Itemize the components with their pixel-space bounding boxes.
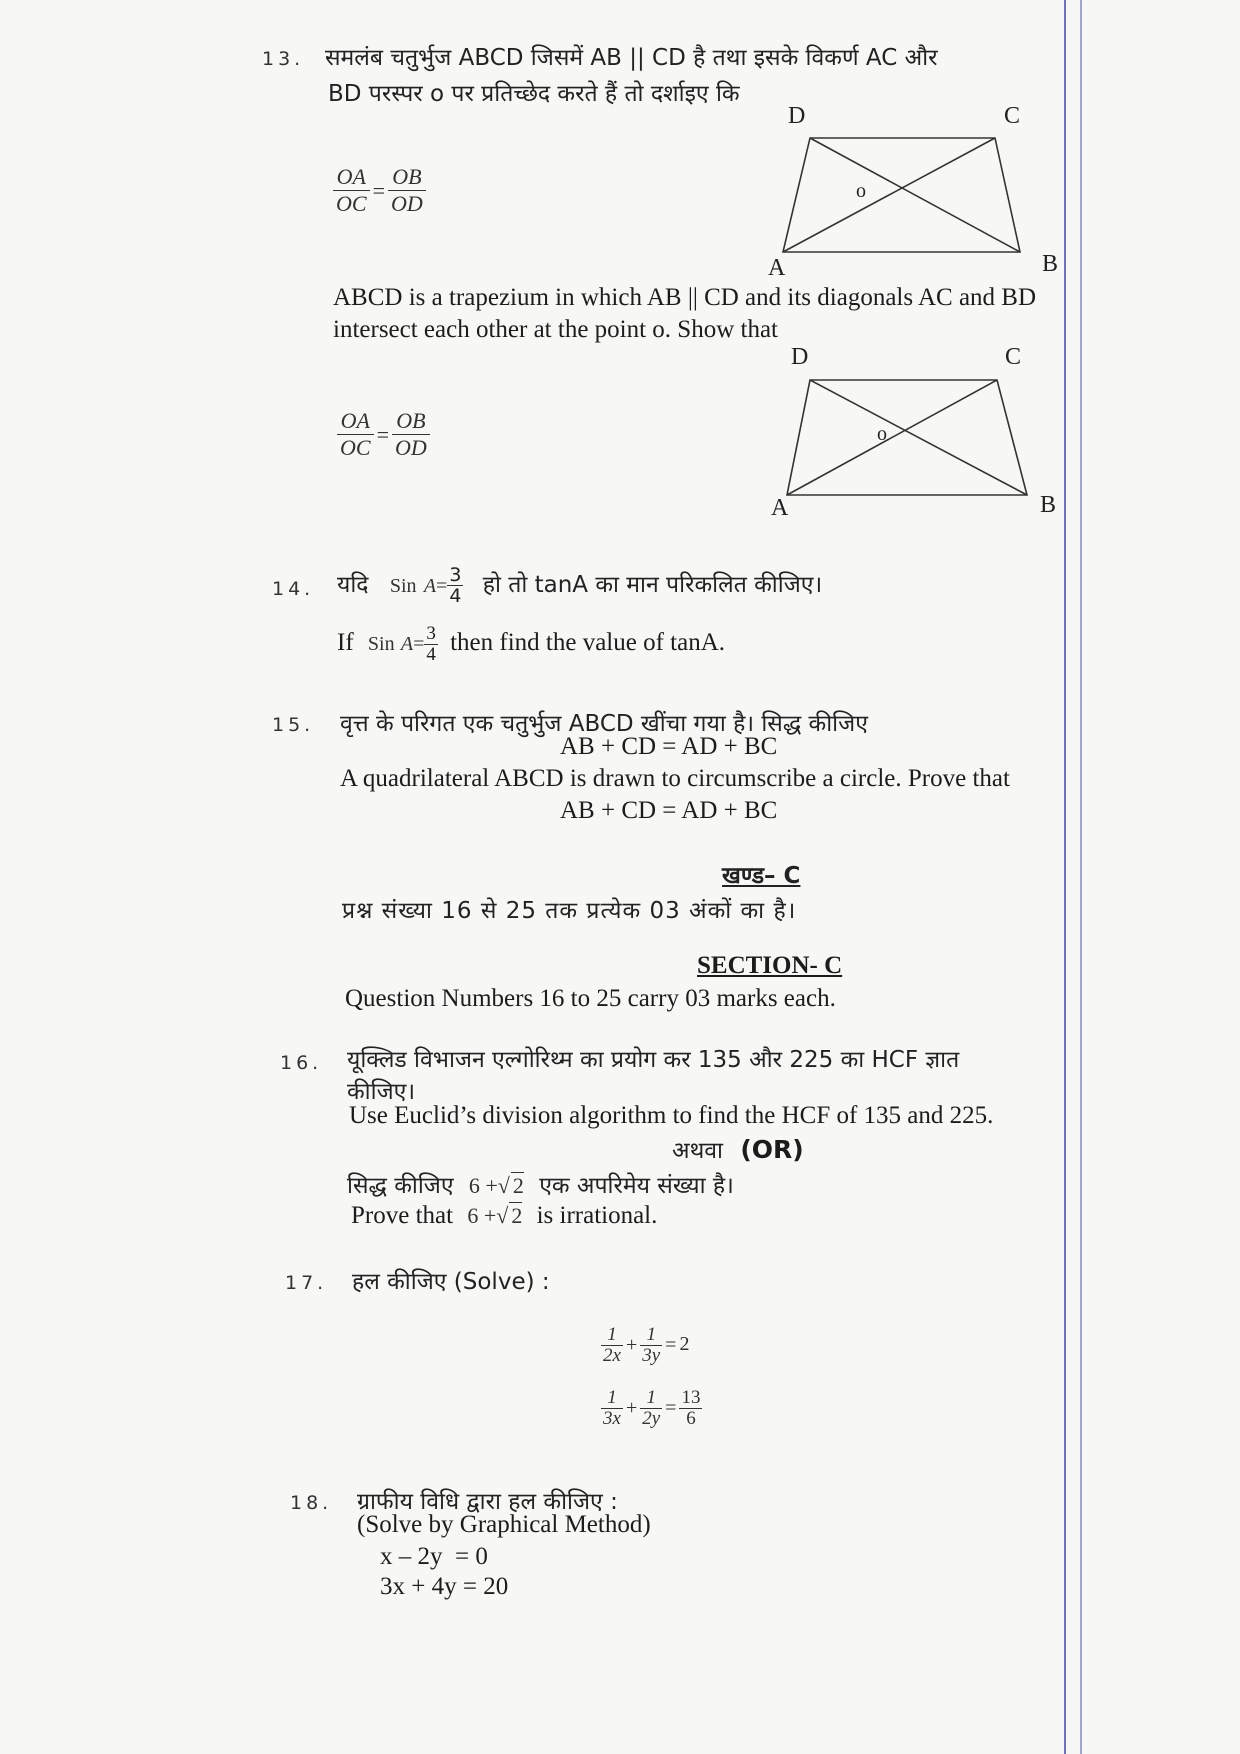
q16-hindi-line1: यूक्लिड विभाजन एल्गोरिथ्म का प्रयोग कर 135 और 225 का HCF ज्ञात (347, 1047, 960, 1073)
question-number-13: 13. (262, 48, 305, 70)
q18-english: (Solve by Graphical Method) (357, 1511, 651, 1538)
q14-hindi-post: हो तो tanA का मान परिकलित कीजिए। (482, 572, 823, 598)
eq1-equals: = (665, 1334, 677, 1356)
expr-root: 2 (511, 1203, 523, 1228)
q16-english: Use Euclid’s division algorithm to find the HCF of 135 and 225. (349, 1102, 994, 1129)
trapezium-figure-1 (760, 95, 1070, 285)
q14-english (337, 616, 725, 671)
eq1-n2: 1 (640, 1325, 662, 1346)
ratio-ob: OB (392, 408, 430, 435)
q14-hindi-pre: यदि (337, 572, 369, 598)
vertex-b: B (1040, 492, 1057, 518)
vertex-c: C (1005, 344, 1022, 370)
ratio-equals: = (372, 177, 385, 203)
expr-base: 6 + (468, 1173, 498, 1198)
q16-hindi-line2: कीजिए। (347, 1079, 416, 1105)
q13-ratio-english (337, 408, 430, 461)
eq2-d1: 3x (603, 1408, 621, 1429)
q17-equation-2 (601, 1388, 702, 1429)
ratio-od: OD (390, 191, 423, 216)
eq2-op: + (625, 1397, 638, 1419)
vertex-d: D (791, 344, 809, 370)
eq2-n2: 1 (640, 1388, 662, 1409)
ratio-equals: = (376, 421, 389, 447)
expr-6-plus-root-2: 6 +√ 2 (468, 1173, 524, 1198)
q14-english-pre: If (337, 629, 354, 656)
ratio-oc: OC (340, 435, 371, 460)
var-a: A (400, 633, 414, 655)
eq2-equals: = (665, 1397, 677, 1419)
frac-num: 3 (449, 564, 462, 586)
alt-english-post: is irrational. (536, 1202, 658, 1229)
sin-label: Sin (389, 575, 417, 597)
q15-english: A quadrilateral ABCD is drawn to circumscribe a circle. Prove that (340, 765, 1010, 792)
section-c-heading: SECTION- C (697, 952, 843, 979)
ratio-oc: OC (336, 191, 367, 216)
eq1-d2: 3y (642, 1345, 661, 1366)
q18-equation-1: x – 2y = 0 (380, 1543, 488, 1570)
q13-hindi-line1: समलंब चतुर्भुज ABCD जिसमें AB || CD है तथा इसके विकर्ण AC और (325, 45, 938, 71)
q15-equation-2: AB + CD = AD + BC (560, 797, 778, 824)
eq2-n1: 1 (601, 1388, 623, 1409)
eq1-n1: 1 (601, 1325, 623, 1346)
ratio-oa: OA (337, 408, 374, 435)
frac-num: 3 (426, 622, 436, 644)
q14-english-post: then find the value of tanA. (450, 629, 726, 656)
eq2-rhs-num: 13 (681, 1387, 701, 1408)
var-a: A (423, 575, 437, 597)
eq2-d2: 2y (642, 1408, 661, 1429)
frac-den: 4 (449, 585, 462, 607)
q13-hindi-line2: BD परस्पर o पर प्रतिच्छेद करते हैं तो दर्शाइए कि (328, 81, 740, 107)
q17-label: हल कीजिए (Solve) : (352, 1269, 550, 1295)
section-c-hindi-note: प्रश्न संख्या 16 से 25 तक प्रत्येक 03 अंकों का है। (342, 898, 797, 924)
q17-equation-1 (601, 1325, 689, 1366)
expr-root: 2 (512, 1173, 524, 1198)
q15-hindi: वृत्त के परिगत एक चतुर्भुज ABCD खींचा गया है। सिद्ध कीजिए (340, 711, 868, 737)
q15-equation-1: AB + CD = AD + BC (560, 733, 778, 760)
q14-hindi (337, 557, 822, 614)
equals: = (413, 633, 425, 655)
q18-equation-2: 3x + 4y = 20 (380, 1573, 509, 1600)
q16-or (672, 1133, 804, 1165)
q16-alt-english (351, 1202, 657, 1230)
alt-hindi-pre: सिद्ध कीजिए (347, 1173, 454, 1199)
alt-english-pre: Prove that (351, 1202, 454, 1229)
question-number-16: 16. (280, 1052, 323, 1074)
eq1-rhs: 2 (679, 1333, 690, 1356)
ratio-od: OD (394, 435, 427, 460)
section-c-english-note: Question Numbers 16 to 25 carry 03 marks each. (345, 985, 836, 1012)
eq2-rhs-den: 6 (686, 1408, 696, 1429)
q16-alt-hindi (347, 1168, 734, 1200)
expr-6-plus-root-2: 6 +√ 2 (467, 1203, 523, 1228)
eq1-d1: 2x (603, 1345, 621, 1366)
question-number-18: 18. (290, 1492, 333, 1514)
or-english: (OR) (740, 1135, 804, 1164)
vertex-c: C (1004, 103, 1021, 129)
section-c-hindi-heading: खण्ड– C (722, 863, 801, 889)
equals: = (436, 575, 448, 597)
expr-base: 6 + (467, 1203, 497, 1228)
question-number-14: 14. (272, 578, 315, 600)
vertex-a: A (768, 255, 786, 281)
q13-english-line2: intersect each other at the point o. Show that (333, 316, 779, 343)
q13-ratio-hindi (333, 164, 426, 217)
trapezium-figure-2 (765, 340, 1065, 520)
frac-den: 4 (426, 643, 436, 665)
or-hindi: अथवा (672, 1138, 724, 1164)
sin-label: Sin (367, 633, 395, 655)
alt-hindi-post: एक अपरिमेय संख्या है। (539, 1173, 734, 1199)
vertex-b: B (1042, 251, 1059, 277)
question-number-15: 15. (272, 714, 315, 736)
q18-hindi: ग्राफीय विधि द्वारा हल कीजिए : (357, 1489, 618, 1515)
vertex-d: D (788, 103, 806, 129)
point-o: o (856, 180, 866, 202)
vertex-a: A (771, 495, 789, 520)
q13-english-line1: ABCD is a trapezium in which AB || CD and its diagonals AC and BD (333, 284, 1037, 311)
ratio-ob: OB (388, 164, 426, 191)
eq1-op: + (625, 1334, 638, 1356)
ratio-oa: OA (333, 164, 370, 191)
question-number-17: 17. (285, 1272, 328, 1294)
margin-line-right (1080, 0, 1082, 1754)
point-o: o (877, 423, 887, 445)
